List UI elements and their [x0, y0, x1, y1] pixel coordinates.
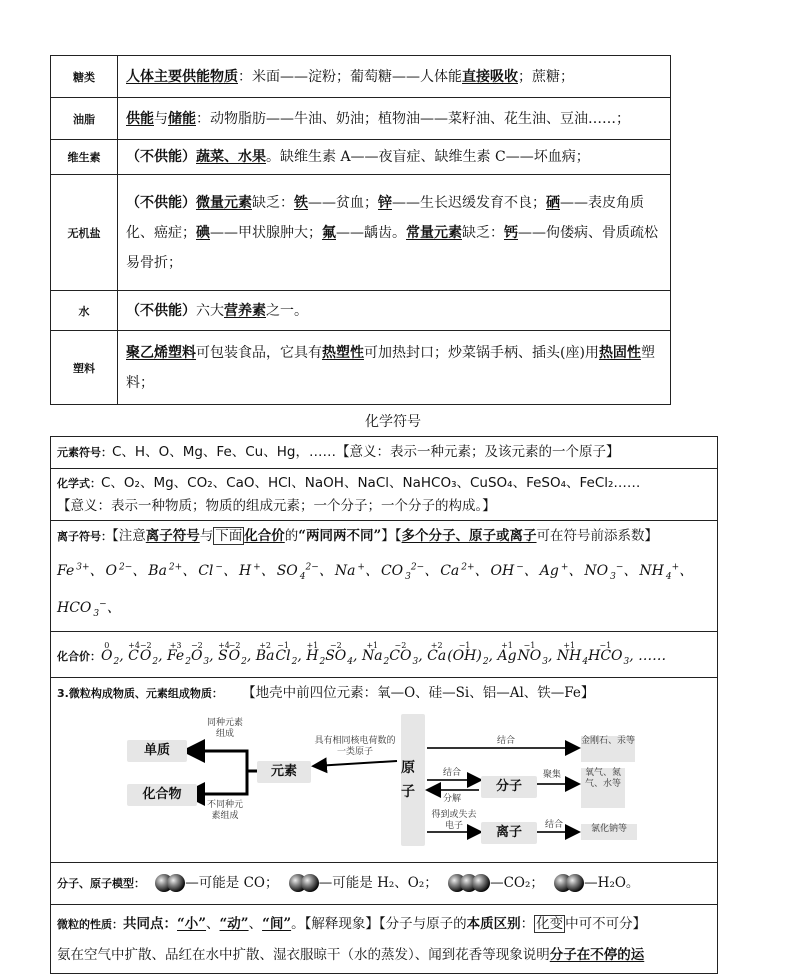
- valence-row: [51, 632, 717, 678]
- label-combine2: 结合: [443, 767, 462, 778]
- label-diff: 不同种元素组成: [206, 799, 243, 821]
- node-compound: 化合物: [127, 784, 197, 806]
- nutrient-row: [51, 291, 671, 331]
- nutrient-row: [51, 175, 671, 291]
- valence-formula: +2 Ca −1 $(OH)_2$,: [427, 640, 498, 667]
- label-same: 同种元素组成: [206, 717, 243, 739]
- elements-symbols: C、H、O、Mg、Fe、Cu、Hg，……: [112, 444, 336, 460]
- ion-symbol: Ba $^{2+}$、: [148, 562, 197, 579]
- ion-symbol: H +、: [238, 562, 275, 579]
- elements-row: [51, 437, 717, 469]
- formula-meaning: 【意义：表示一种物质；物质的组成元素；一个分子；一个分子的构成。】: [57, 498, 496, 514]
- particle-diagram: [57, 706, 711, 854]
- particle-row: [51, 678, 717, 863]
- ion-symbol: Fe $^{3+}$、: [57, 562, 104, 579]
- ion-note: 【注意离子符号与 下面 化合价的“两同两不同”】【多个分子、原子或离子可在符号前添系数】: [112, 528, 659, 544]
- result-1: 金刚石、汞等: [581, 736, 635, 762]
- ion-symbol: NH $_4$+、: [639, 562, 694, 582]
- nutrient-content: （不供能）六大营养素之一。: [118, 291, 671, 331]
- particle-title: 3.微粒构成物质、元素组成物质：: [57, 686, 223, 700]
- ion-row: [51, 521, 717, 632]
- valence-list: [101, 640, 639, 667]
- model-t1: —可能是 CO；: [185, 874, 279, 891]
- ion-symbol: Ag +、: [539, 562, 583, 579]
- nutrient-row: [51, 98, 671, 140]
- props-line2-emph: 分子在不停的运: [549, 946, 645, 963]
- valence-formula: +1 $Na_2$ −2 $CO_3$,: [361, 640, 428, 667]
- node-element: 元素: [257, 761, 311, 783]
- valence-formula: +2 Ba −1 $Cl_2$,: [255, 640, 307, 667]
- nutrient-row: [51, 140, 671, 175]
- node-atom: 原子: [401, 714, 425, 846]
- nutrient-content: 聚乙烯塑料可包装食品，它具有热塑性可加热封口；炒菜锅手柄、插头(座)用热固性塑料；: [118, 331, 671, 405]
- atom-ball-icon: [301, 874, 319, 892]
- elements-label: 元素符号：: [57, 446, 112, 459]
- label-def: 具有相同核电荷数的一类原子: [314, 735, 396, 757]
- nutrients-table: [50, 55, 671, 405]
- formula-row: [51, 469, 717, 521]
- atom-ball-icon: [472, 874, 490, 892]
- valence-formula: +4 S −2 $O_2$,: [218, 640, 256, 667]
- valence-formula: +1 Ag −1 $NO_3$,: [497, 640, 557, 667]
- result-3: 氯化钠等: [581, 824, 637, 840]
- ion-symbol: Cl −、: [198, 562, 237, 579]
- model-label: 分子、原子模型：: [57, 876, 145, 890]
- valence-formula: +4 C −2 $O_2$,: [128, 640, 167, 667]
- valence-formula: +1 $H_2$ −2 $SO_4$,: [306, 640, 362, 667]
- nutrient-content: （不供能）微量元素缺乏：铁——贫血；锌——生长迟缓发育不良；硒——表皮角质化、癌症；碘——甲状腺肿大；氟——龋齿。常量元素缺乏：钙——佝偻病、骨质疏松易骨折；: [118, 175, 671, 291]
- node-ion: 离子: [481, 822, 537, 844]
- elements-meaning: 【意义：表示一种元素；及该元素的一个原子】: [335, 444, 620, 460]
- ion-symbol: Na +、: [334, 562, 379, 579]
- nutrient-label: 维生素: [51, 140, 118, 175]
- node-molecule: 分子: [481, 776, 537, 798]
- formula-text: C、O₂、Mg、CO₂、CaO、HCl、NaOH、NaCl、NaHCO₃、CuSO₄、FeSO₄、FeCl₂……: [101, 475, 641, 491]
- result-2: 氧气、氮气、水等: [581, 768, 625, 808]
- valence-formula: 0 $O_2$,: [101, 640, 129, 667]
- nutrient-label: 水: [51, 291, 118, 331]
- props-line2: 氨在空气中扩散、品红在水中扩散、湿衣服晾干（水的蒸发）、闻到花香等现象说明: [57, 946, 550, 963]
- atom-ball-icon: [566, 874, 584, 892]
- nutrient-content: 人体主要供能物质：米面——淀粉；葡萄糖——人体能直接吸收；蔗糖；: [118, 56, 671, 98]
- nutrient-row: [51, 331, 671, 405]
- chem-symbols-table: [50, 436, 718, 974]
- label-combine1: 结合: [497, 735, 516, 746]
- nutrient-label: 油脂: [51, 98, 118, 140]
- ion-symbol: HCO $_3$−、: [57, 599, 121, 619]
- model-row: [51, 863, 717, 905]
- model-t3: —CO₂；: [490, 874, 544, 891]
- atom-ball-icon: [167, 874, 185, 892]
- nutrient-content: 供能与储能：动物脂肪——牛油、奶油；植物油——菜籽油、花生油、豆油……；: [118, 98, 671, 140]
- ion-label: 离子符号：: [57, 530, 112, 543]
- node-simple: 单质: [127, 740, 187, 762]
- props-row: 微粒的性质：共同点：“小”、“动”、“间”。【解释现象】【分子与原子的本质区别： 化变 中可不可分】 氨在空气中扩散、品红在水中扩散、湿衣服晾干（水的蒸发）、闻到花香等现象说明分子在不停的运: [51, 905, 717, 974]
- nutrient-label: 糖类: [51, 56, 118, 98]
- nutrient-row: [51, 56, 671, 98]
- crust-note: 【地壳中前四位元素：氧—O、硅—Si、铝—Al、铁—Fe】: [248, 684, 595, 701]
- formula-label: 化学式：: [57, 477, 101, 490]
- ion-symbol: Ca $^{2+}$、: [440, 562, 489, 579]
- label-aggregate: 聚集: [543, 769, 562, 780]
- model-t4: —H₂O。: [584, 874, 640, 891]
- section-title: 化学符号: [365, 414, 421, 430]
- valence-tail: ……: [638, 647, 667, 664]
- props-common: 共同点：: [123, 915, 177, 932]
- nutrient-content: （不供能）蔬菜、水果。缺维生素 A——夜盲症、缺维生素 C——坏血病；: [118, 140, 671, 175]
- label-decompose: 分解: [443, 793, 462, 804]
- nutrient-label: 塑料: [51, 331, 118, 405]
- ion-symbol: OH −、: [490, 562, 538, 579]
- ion-symbol: NO $_3$−、: [584, 562, 638, 582]
- label-gainlose: 得到或失去电子: [431, 809, 477, 831]
- valence-formula: +1 $NH_4$ −1 $HCO_3$,: [556, 640, 639, 667]
- model-t2: —可能是 H₂、O₂；: [318, 874, 438, 891]
- ion-symbol: CO $_3^{2-}$、: [380, 562, 439, 582]
- props-label: 微粒的性质：: [57, 917, 123, 931]
- ion-list: [57, 549, 711, 628]
- valence-label: 化合价：: [57, 649, 101, 663]
- nutrient-label: 无机盐: [51, 175, 118, 291]
- label-combine3: 结合: [545, 819, 564, 830]
- ion-symbol: O $^{2-}$、: [105, 562, 147, 579]
- ion-symbol: SO $_4^{2-}$、: [276, 562, 333, 582]
- valence-formula: +3 $Fe_2$ −2 $O_3$,: [166, 640, 219, 667]
